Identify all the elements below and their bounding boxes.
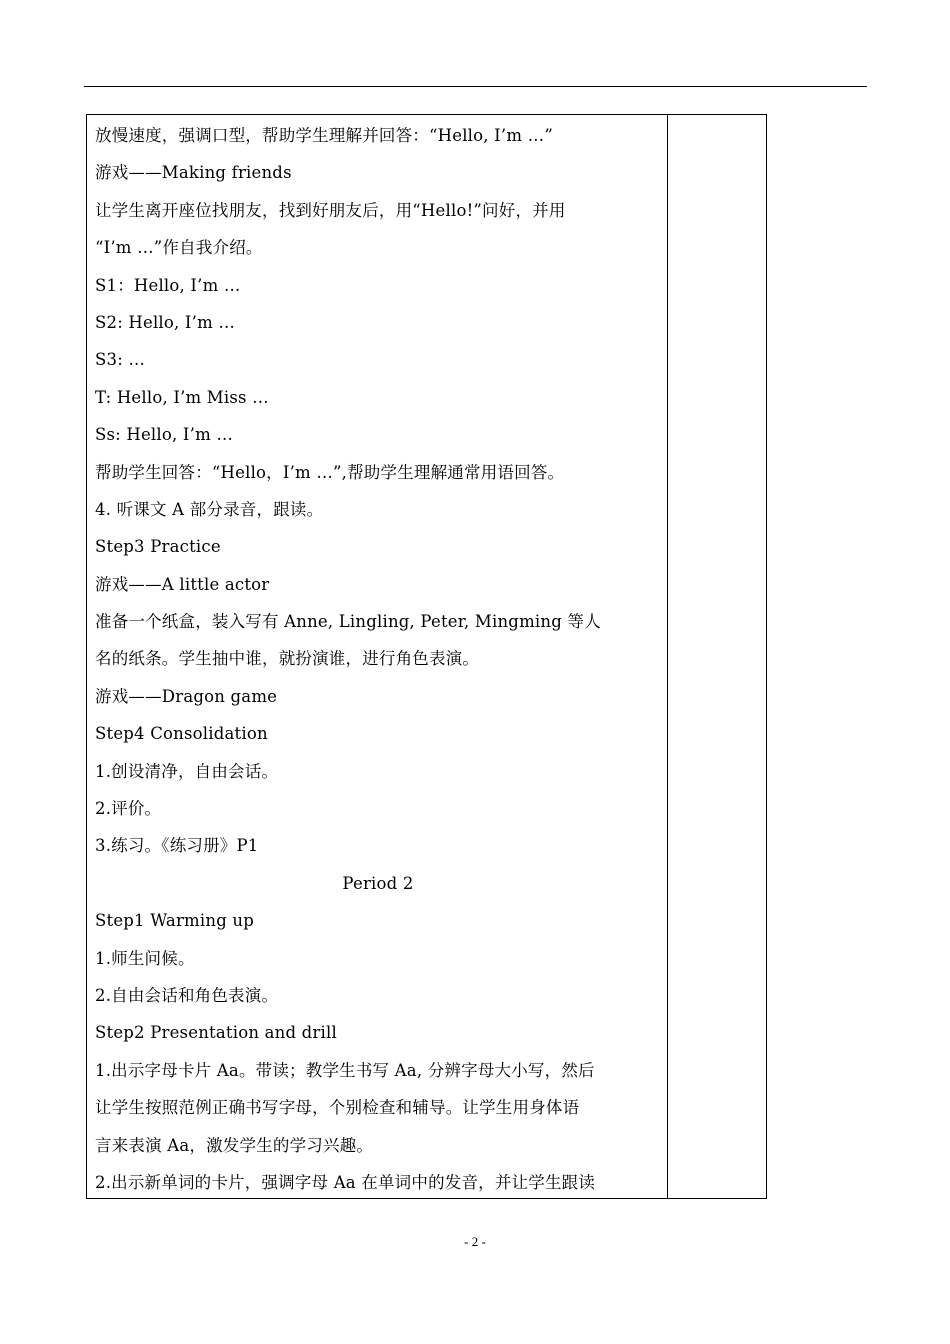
content-line: 准备一个纸盒，装入写有 Anne, Lingling, Peter, Mingming 等人 [95, 612, 601, 632]
content-line: S1：Hello, I’m … [95, 275, 241, 295]
content-line: 1.师生问候。 [95, 948, 195, 968]
content-line: 游戏——Making friends [95, 163, 292, 183]
content-line: 帮助学生回答：“Hello，I’m …”,帮助学生理解通常用语回答。 [95, 462, 565, 482]
content-line: 名的纸条。学生抽中谁，就扮演谁，进行角色表演。 [95, 649, 480, 669]
content-line: 2.自由会话和角色表演。 [95, 985, 279, 1005]
content-line: 1.出示字母卡片 Aa。带读；教学生书写 Aa, 分辨字母大小写，然后 [95, 1060, 595, 1080]
content-line: 放慢速度，强调口型，帮助学生理解并回答：“Hello, I’m …” [95, 126, 553, 145]
content-line: Step4 Consolidation [95, 724, 268, 744]
content-line: Period 2 [342, 873, 414, 893]
content-line: S3: … [95, 350, 146, 370]
content-line: Step1 Warming up [95, 911, 254, 931]
page-number: - 2 - [464, 1234, 486, 1249]
content-line: 让学生按照范例正确书写字母，个别检查和辅导。让学生用身体语 [95, 1098, 580, 1118]
content-line: 3.练习。《练习册》P1 [95, 836, 259, 856]
content-line: S2: Hello, I’m … [95, 312, 236, 332]
lesson-content-cell [95, 117, 661, 1201]
content-line: 游戏——Dragon game [95, 686, 278, 706]
content-line: 1.创设清净，自由会话。 [95, 761, 279, 781]
content-line: “I’m …”作自我介绍。 [95, 238, 263, 258]
lesson-plan-table [86, 114, 767, 1199]
content-line: Ss: Hello, I’m … [95, 425, 234, 445]
header-rule [84, 86, 867, 87]
content-line: Step3 Practice [95, 537, 221, 557]
content-line: T: Hello, I’m Miss … [95, 387, 269, 407]
content-line: 言来表演 Aa，激发学生的学习兴趣。 [95, 1135, 374, 1155]
content-line: 游戏——A little actor [95, 574, 270, 594]
content-line: 2.评价。 [95, 799, 162, 819]
notes-cell [668, 115, 766, 1198]
content-line: 4. 听课文 A 部分录音，跟读。 [95, 499, 324, 519]
content-line: Step2 Presentation and drill [95, 1023, 337, 1043]
content-line: 2.出示新单词的卡片，强调字母 Aa 在单词中的发音，并让学生跟读 [95, 1172, 596, 1192]
content-line: 让学生离开座位找朋友，找到好朋友后，用“Hello!”问好，并用 [95, 200, 566, 220]
